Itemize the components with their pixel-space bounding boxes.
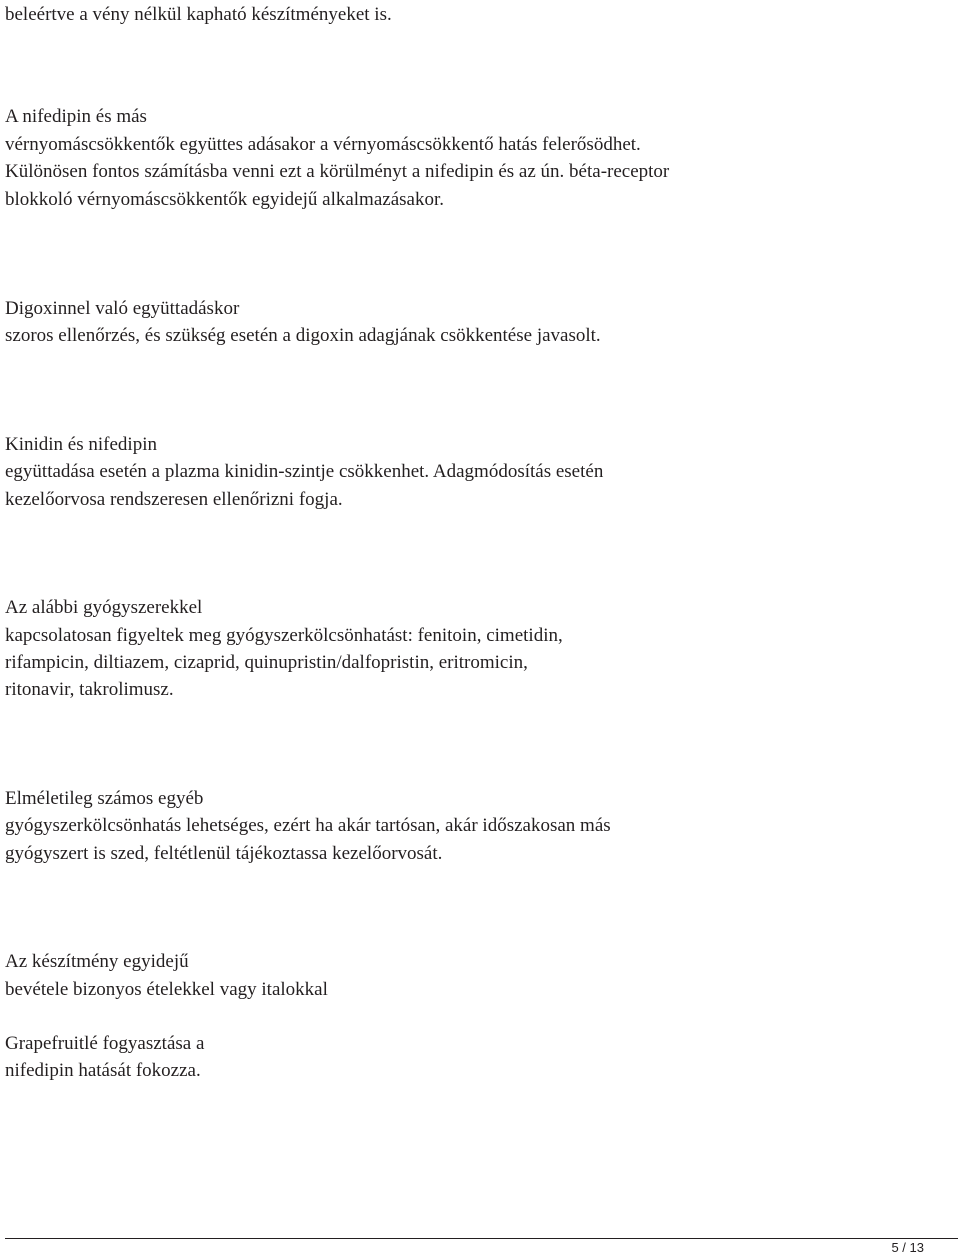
paragraph-line: Különösen fontos számításba venni ezt a körülményt a nifedipin és az ún. béta-receptor	[5, 161, 670, 182]
paragraph-line: gyógyszerkölcsönhatás lehetséges, ezért ha akár tartósan, akár időszakosan más	[5, 815, 611, 836]
paragraph-line: vérnyomáscsökkentők együttes adásakor a vérnyomáscsökkentő hatás felerősödhet.	[5, 134, 641, 155]
paragraph-heading: Kinidin és nifedipin	[5, 434, 157, 455]
paragraph-heading: A nifedipin és más	[5, 106, 147, 127]
paragraph-line: nifedipin hatását fokozza.	[5, 1060, 201, 1081]
paragraph-heading: Grapefruitlé fogyasztása a	[5, 1033, 205, 1054]
paragraph-heading: Az alábbi gyógyszerekkel	[5, 597, 203, 618]
paragraph-line: rifampicin, diltiazem, cizaprid, quinupristin/dalfopristin, eritromicin,	[5, 652, 528, 673]
paragraph-line: bevétele bizonyos ételekkel vagy italokkal	[5, 979, 328, 1000]
paragraph-heading: Elméletileg számos egyéb	[5, 788, 204, 809]
paragraph-line: szoros ellenőrzés, és szükség esetén a digoxin adagjának csökkentése javasolt.	[5, 325, 601, 346]
paragraph-heading: Az készítmény egyidejű	[5, 951, 189, 972]
paragraph-line: kapcsolatosan figyeltek meg gyógyszerkölcsönhatást: fenitoin, cimetidin,	[5, 625, 563, 646]
intro-line: beleértve a vény nélkül kapható készítményeket is.	[5, 4, 392, 25]
paragraph-line: blokkoló vérnyomáscsökkentők egyidejű alkalmazásakor.	[5, 189, 444, 210]
paragraph-line: ritonavir, takrolimusz.	[5, 679, 174, 700]
page-number: 5 / 13	[891, 1240, 924, 1255]
paragraph-line: gyógyszert is szed, feltétlenül tájékoztassa kezelőorvosát.	[5, 843, 443, 864]
paragraph-heading: Digoxinnel való együttadáskor	[5, 298, 240, 319]
paragraph-line: kezelőorvosa rendszeresen ellenőrizni fogja.	[5, 489, 343, 510]
paragraph-line: együttadása esetén a plazma kinidin-szintje csökkenhet. Adagmódosítás esetén	[5, 461, 604, 482]
footer-divider	[5, 1238, 958, 1239]
